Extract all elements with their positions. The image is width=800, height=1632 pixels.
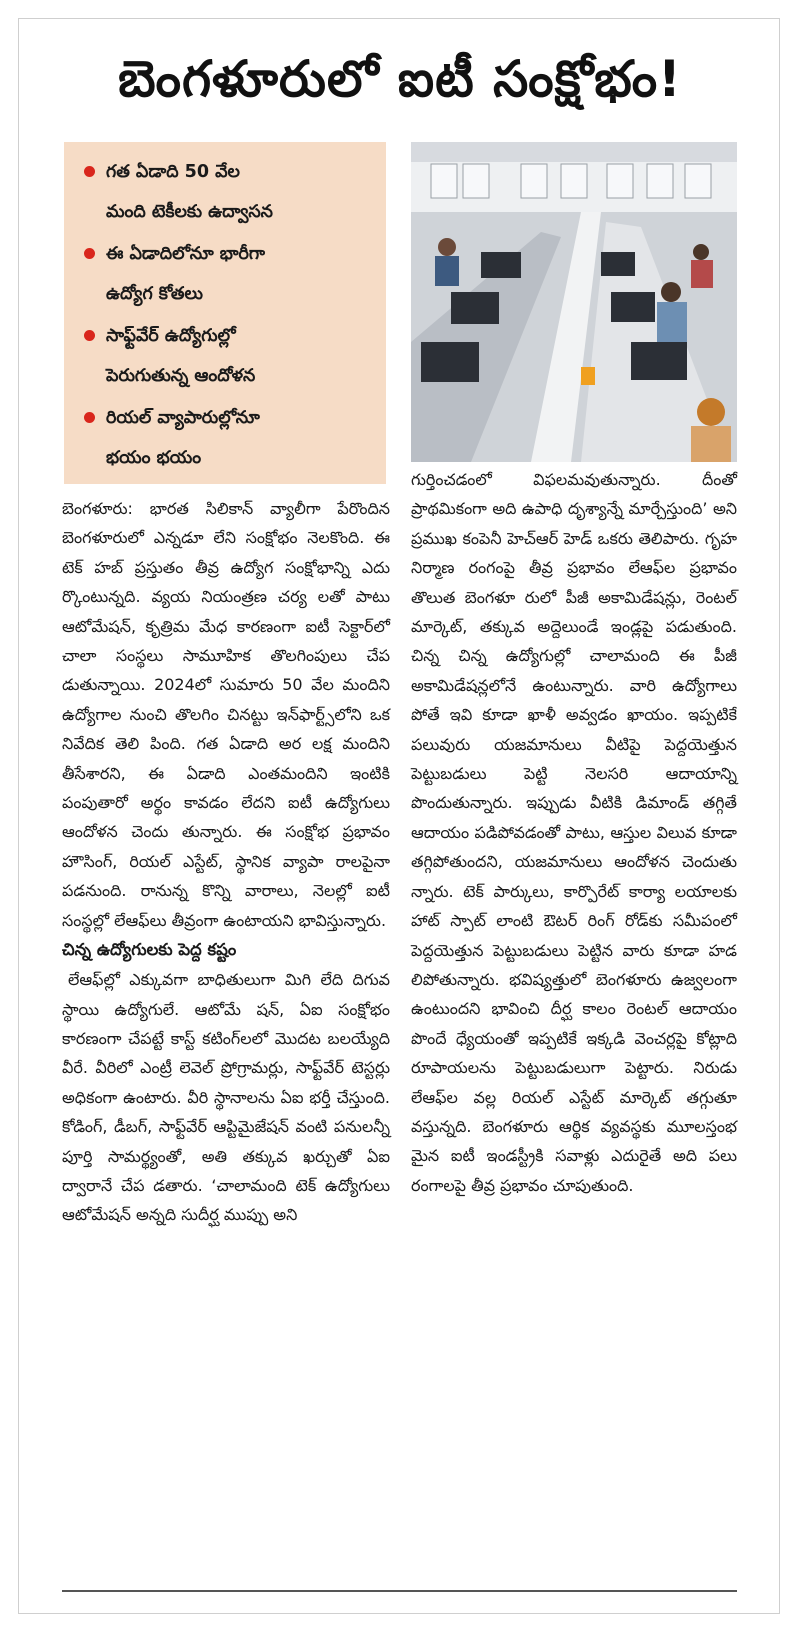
- bullet-icon: [84, 412, 95, 423]
- highlight-line: రియల్ వ్యాపారుల్లోనూ: [106, 408, 260, 428]
- highlight-item: [84, 234, 378, 314]
- highlight-item: [84, 398, 378, 478]
- bullet-icon: [84, 330, 95, 341]
- article-column-right: [411, 465, 737, 1200]
- highlight-item: [84, 152, 378, 232]
- office-workers-photo: [411, 142, 737, 462]
- headline: బెంగళూరులో ఐటీ సంక్షోభం!: [118, 50, 682, 108]
- highlight-line: పెరుగుతున్న ఆందోళన: [106, 366, 256, 386]
- bottom-divider: [62, 1590, 737, 1592]
- article-paragraph: గుర్తించడంలో విఫలమవుతున్నారు. దీంతో ప్రాథమికంగా అది ఉపాధి దృశ్యాన్నే మార్చేస్తుంది’ అని ప్రముఖ కంపెనీ హెచ్‌ఆర్ హెడ్ ఒకరు తెలిపారు. గృహ నిర్మాణ రంగంపై తీవ్ర ప్రభావం లేఆఫ్‌ల ప్రభావం తొలుత బెంగళూ రులో పీజీ అకామిడేషన్లు, రెంటల్ మార్కెట్, తక్కువ అద్దెలుండే ఇండ్లపై పడుతుంది. చిన్న చిన్న ఉద్యోగుల్లో చాలామంది ఈ పీజీ అకామిడేషన్లలోనే ఉంటున్నారు. వారి ఉద్యోగాలు పోతే ఇవి కూడా ఖాళీ అవ్వడం ఖాయం. ఇప్పటికే పలువురు యజమానులు వీటిపై పెద్దయెత్తున పెట్టుబడులు పెట్టి నెలసరి ఆదాయాన్ని పొందుతున్నారు. ఇప్పుడు వీటికి డిమాండ్ తగ్గితే ఆదాయం పడిపోవడంతో పాటు, ఆస్తుల విలువ కూడా తగ్గిపోతుందని, యజమానులు ఆందోళన చెందుతు న్నారు. టెక్ పార్కులు, కార్పొరేట్ కార్యా లయాలకు హాట్ స్పాట్ లాంటి ఔటర్ రింగ్ రోడ్‌కు సమీపంలో పెద్దయెత్తున పెట్టుబడులు పెట్టిన వారు కూడా హడ లిపోతున్నారు. భవిష్యత్తులో బెంగళూరు ఉజ్వలంగా ఉంటుందని భావించి దీర్ఘ కాలం రెంటల్ ఆదాయం పొందే ధ్యేయంతో ఇప్పటికే ఇక్కడి వెంచర్లపై కోట్లాది రూపాయలను పెట్టుబడులుగా పెట్టారు. నిరుడు లేఆఫ్‌ల వల్ల రియల్ ఎస్టేట్ మార్కెట్ తగ్గుతూ వస్తున్నది. బెంగళూరు ఆర్థిక వ్యవస్థకు మూలస్తంభ మైన ఐటీ ఇండస్ట్రీకి సవాళ్లు ఎదురైతే అది పలు రంగాలపై తీవ్ర ప్రభావం చూపుతుంది.: [411, 470, 737, 1195]
- highlight-line: మంది టెకీలకు ఉద్వాసన: [106, 202, 273, 222]
- highlight-line: ఈ ఏడాదిలోనూ భారీగా: [106, 244, 266, 264]
- bullet-icon: [84, 248, 95, 259]
- highlight-line: భయం భయం: [106, 448, 202, 468]
- article-paragraph: బెంగళూరు: భారత సిలికాన్ వ్యాలీగా పేరొందిన బెంగళూరులో ఎన్నడూ లేని సంక్షోభం నెలకొంది. ఈ టెక్ హబ్ ప్రస్తుతం తీవ్ర ఉద్యోగ సంక్షోభాన్ని ఎదు ర్కొంటున్నది. వ్యయ నియంత్రణ చర్య లతో పాటు ఆటోమేషన్, కృత్రిమ మేధ కారణంగా ఐటీ సెక్టార్‌లో చాలా సంస్థలు సామూహిక తొలగింపులు చేప డుతున్నాయి. 2024లో సుమారు 50 వేల మందిని ఉద్యోగాల నుంచి తొలగిం చినట్టు ఇన్‌ఫార్ట్స్‌లోని ఒక నివేదిక తెలి పింది. గత ఏడాది అర లక్ష మందిని తీసేశారని, ఈ ఏడాది ఎంతమందిని ఇంటికి పంపుతారో అర్థం కావడం లేదని ఐటీ ఉద్యోగులు ఆందోళన చెందు తున్నారు. ఈ సంక్షోభ ప్రభావం హౌసింగ్, రియల్ ఎస్టేట్, స్థానిక వ్యాపా రాలపైనా పడనుంది. రానున్న కొన్ని వారాలు, నెలల్లో ఐటీ సంస్థల్లో లేఆఫ్‌లు తీవ్రంగా ఉంటాయని భావిస్తున్నారు.: [62, 499, 390, 930]
- article-column-left: [62, 494, 390, 1230]
- highlight-item: [84, 316, 378, 396]
- highlight-line: సాఫ్ట్‌వేర్ ఉద్యోగుల్లో: [106, 326, 236, 346]
- article-paragraph: లేఆఫ్‌ల్లో ఎక్కువగా బాధితులుగా మిగి లేది దిగువ స్థాయి ఉద్యోగులే. ఆటోమే షన్, ఏఐ సంక్షోభం కారణంగా చేపట్టే కాస్ట్ కటింగ్‌లలో మొదట బలయ్యేది వీరే. వీరిలో ఎంట్రీ లెవెల్ ప్రోగ్రామర్లు, సాఫ్ట్‌వేర్ టెస్టర్లు అధికంగా ఉంటారు. వీరి స్థానాలను ఏఐ భర్తీ చేస్తుంది. కోడింగ్, డీబగ్, సాఫ్ట్‌వేర్ ఆప్టిమైజేషన్ వంటి పనులన్నీ పూర్తి సామర్థ్యంతో, అతి తక్కువ ఖర్చుతో ఏఐ ద్వారానే చేప డతారు. ‘చాలామంది టెక్ ఉద్యోగులు ఆటోమేషన్ అన్నది సుదీర్ఘ ముప్పు అని: [62, 970, 390, 1225]
- article-subheading: చిన్న ఉద్యోగులకు పెద్ద కష్టం: [62, 940, 237, 960]
- highlight-line: గత ఏడాది 50 వేల: [106, 162, 240, 182]
- highlights-box: [64, 142, 386, 484]
- highlight-line: ఉద్యోగ కోతలు: [106, 284, 203, 304]
- bullet-icon: [84, 166, 95, 177]
